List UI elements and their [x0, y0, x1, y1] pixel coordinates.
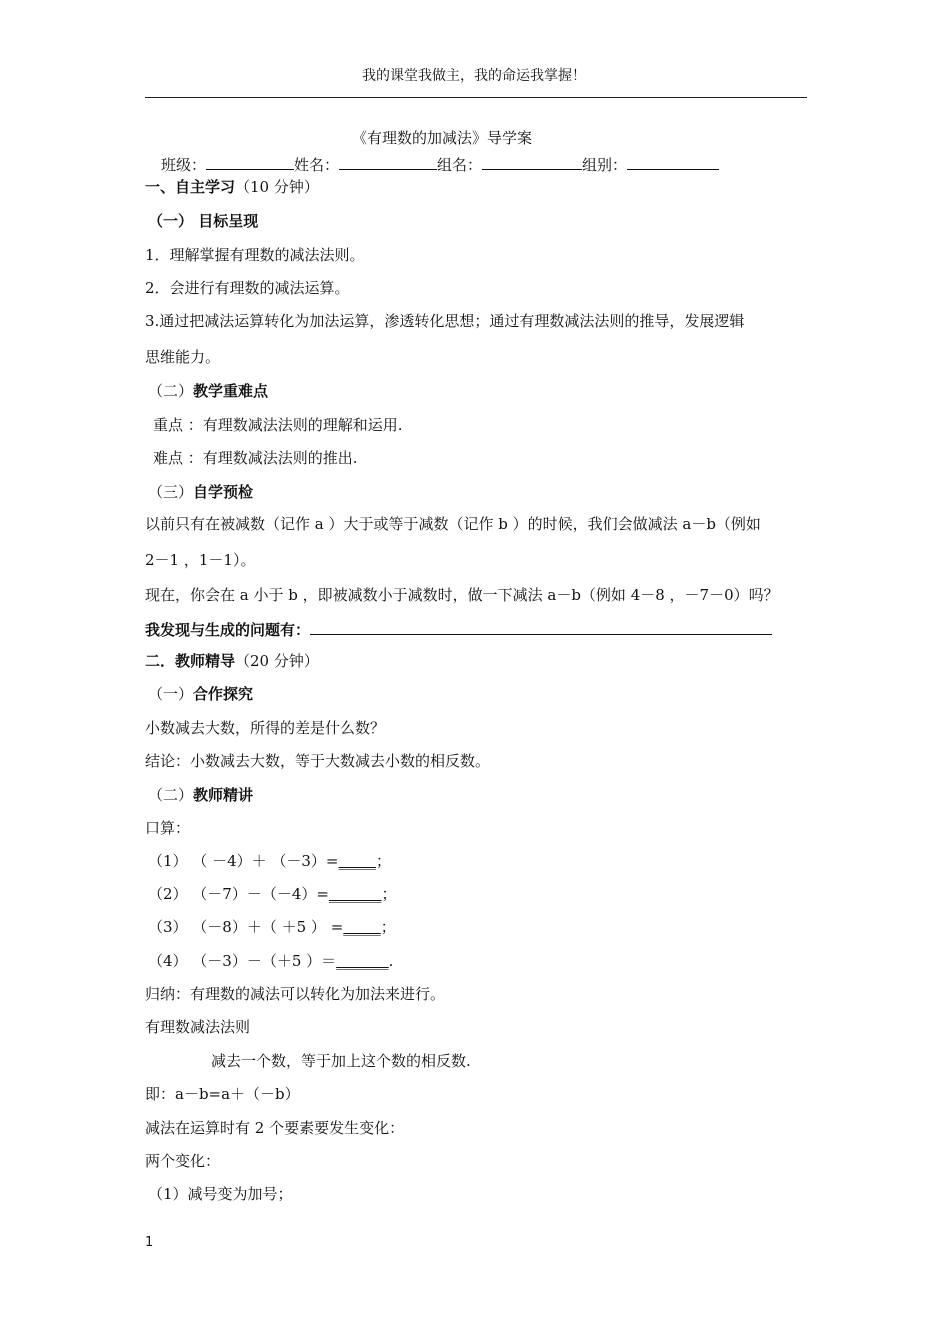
explore-question: 小数减去大数，所得的差是什么数？ — [145, 719, 386, 737]
section1-heading — [145, 177, 319, 197]
section2-title: 二．教师精导 — [145, 652, 236, 670]
calc-end: . — [388, 952, 394, 970]
group-label: 组名： — [437, 156, 483, 174]
calc-item — [148, 951, 393, 971]
calc-expression: （4） （－3）－（＋5 ）＝ — [148, 952, 337, 970]
question-label: 我发现与生成的问题有： — [145, 621, 311, 639]
subheading-self-check — [148, 482, 253, 502]
subheading-goals: （一） 目标呈现 — [148, 212, 259, 230]
question-answer-blank[interactable] — [310, 619, 772, 635]
subheading-text: 教学重难点 — [193, 382, 269, 400]
calc-answer-blank[interactable]: _____ — [343, 918, 381, 936]
goal-1: 1．理解掌握有理数的减法法则。 — [145, 246, 365, 264]
page-title: 《有理数的加减法》导学案 — [352, 129, 533, 147]
rule-formula: 即：a－b=a＋（－b） — [145, 1085, 300, 1103]
subheading-text: 合作探究 — [193, 685, 254, 703]
goal-2: 2．会进行有理数的减法运算。 — [145, 279, 350, 297]
section2-heading — [145, 651, 319, 671]
header-motto: 我的课堂我做主，我的命运我掌握！ — [362, 68, 586, 84]
summary-line: 归纳：有理数的减法可以转化为加法来进行。 — [145, 985, 446, 1003]
goal-3-line1: 3.通过把减法运算转化为加法运算，渗透转化思想；通过有理数减法法则的推导，发展逻辑 — [145, 312, 745, 330]
section1-time: （10 分钟） — [235, 178, 319, 196]
precheck-line1: 以前只有在被减数（记作 a ）大于或等于减数（记作 b ）的时候，我们会做减法 a－b（例如 — [145, 515, 761, 533]
group-blank — [482, 154, 582, 170]
explore-conclusion: 结论：小数减去大数，等于大数减去小数的相反数。 — [145, 752, 491, 770]
calc-expression: （2） （－7）－（－4）= — [148, 885, 329, 903]
change-intro: 减法在运算时有 2 个要素要发生变化： — [145, 1119, 405, 1137]
calc-answer-blank[interactable]: _____ — [338, 852, 377, 870]
precheck-line3: 现在，你会在 a 小于 b ，即被减数小于减数时，做一下减法 a－b（例如 4－8 ，－7－0）吗？ — [145, 586, 779, 604]
subheading-prefix: （二） — [148, 382, 194, 400]
key-point: 重点 ：有理数减法法则的理解和运用. — [153, 416, 403, 434]
subheading-cooperate — [148, 684, 253, 704]
section2-time: （20 分钟） — [235, 652, 319, 670]
group-no-blank — [627, 154, 719, 170]
name-label: 姓名： — [294, 156, 340, 174]
subheading-lecture — [148, 785, 253, 805]
class-blank — [206, 154, 294, 170]
header-rule — [145, 97, 807, 98]
calc-expression: （1） （ －4）＋ （－3）= — [148, 852, 339, 870]
page-number: 1 — [145, 1235, 154, 1250]
precheck-line2: 2－1 ，1－1）。 — [145, 551, 256, 569]
subheading-key-points — [148, 381, 268, 401]
rule-statement: 减去一个数，等于加上这个数的相反数. — [211, 1052, 471, 1070]
subheading-text: 自学预检 — [193, 483, 254, 501]
calc-item — [148, 884, 396, 904]
subheading-prefix: （一） — [148, 685, 194, 703]
question-prompt — [145, 619, 772, 640]
name-blank — [339, 154, 437, 170]
calc-answer-blank[interactable]: _______ — [336, 952, 389, 970]
calc-end: ； — [380, 918, 396, 936]
change-1: （1）减号变为加号； — [148, 1185, 293, 1203]
calc-expression: （3） （－8）＋（ ＋5 ） = — [148, 918, 344, 936]
difficult-point: 难点 ：有理数减法法则的推出. — [153, 449, 358, 467]
oral-calc-label: 口算： — [145, 819, 191, 837]
calc-item — [148, 851, 391, 871]
rule-title: 有理数减法法则 — [145, 1018, 251, 1036]
calc-item — [148, 917, 396, 937]
calc-end: ； — [376, 852, 392, 870]
info-fields — [161, 154, 719, 175]
class-label: 班级： — [161, 156, 207, 174]
subheading-prefix: （三） — [148, 483, 194, 501]
group-no-label: 组别： — [582, 156, 628, 174]
subheading-prefix: （二） — [148, 786, 194, 804]
section1-title: 一、自主学习 — [145, 178, 236, 196]
goal-3-line2: 思维能力。 — [145, 348, 221, 366]
calc-end: ； — [381, 885, 397, 903]
two-changes-label: 两个变化： — [145, 1152, 221, 1170]
subheading-text: 教师精讲 — [193, 786, 254, 804]
calc-answer-blank[interactable]: _______ — [328, 885, 382, 903]
